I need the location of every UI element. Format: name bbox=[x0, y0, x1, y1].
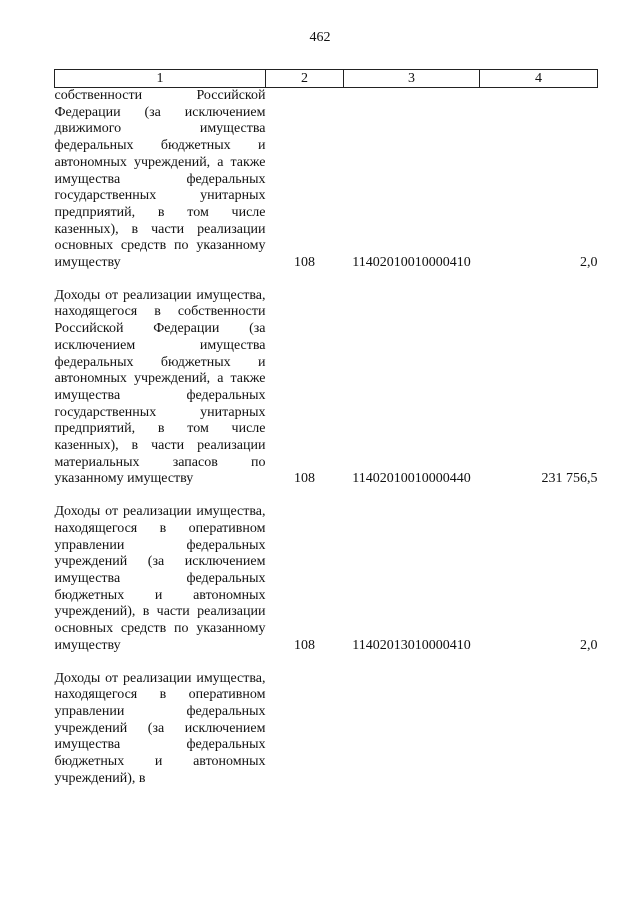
revenue-table bbox=[54, 69, 598, 787]
row-admin-code bbox=[266, 671, 344, 788]
row-kbk-code: 11402010010000410 bbox=[352, 255, 471, 271]
row-kbk-code bbox=[344, 671, 480, 788]
row-spacer bbox=[55, 655, 598, 671]
row-admin-code: 108 bbox=[294, 255, 315, 271]
row-amount bbox=[480, 671, 598, 788]
row-description: собственности Российской Федерации (за исключением движимого имущества федеральных бюджетных и автономных учреждений, а также имущества федеральных государственных унитарных предприятий, в том числе казенных), в части реализации основных средств по указанному имуществу bbox=[54, 88, 266, 271]
column-header-3: 3 bbox=[344, 70, 480, 88]
table-row bbox=[55, 88, 598, 272]
row-admin-code: 108 bbox=[294, 471, 315, 487]
table-row bbox=[55, 288, 598, 488]
row-kbk-code: 11402013010000410 bbox=[352, 637, 471, 653]
table-row bbox=[55, 671, 598, 788]
column-header-4: 4 bbox=[480, 70, 598, 88]
row-amount: 2,0 bbox=[580, 255, 598, 271]
row-amount: 231 756,5 bbox=[541, 471, 598, 487]
column-header-2: 2 bbox=[266, 70, 344, 88]
table-header-row bbox=[55, 70, 598, 88]
row-admin-code: 108 bbox=[294, 637, 315, 653]
row-amount: 2,0 bbox=[580, 637, 598, 653]
column-header-1: 1 bbox=[55, 70, 266, 88]
table-row bbox=[55, 504, 598, 654]
row-kbk-code: 11402010010000440 bbox=[352, 471, 471, 487]
row-description: Доходы от реализации имущества, находящегося в оперативном управлении федеральных учреждений (за исключением имущества федеральных бюджетных и автономных учреждений), в bbox=[54, 670, 266, 786]
page-number: 462 bbox=[309, 30, 331, 45]
row-spacer bbox=[55, 488, 598, 504]
row-spacer bbox=[55, 272, 598, 288]
row-description: Доходы от реализации имущества, находящегося в собственности Российской Федерации (за исключением имущества федеральных бюджетных и автономных учреждений, а также имущества федеральных государственных унитарных предприятий, в том числе казенных), в части реализации материальных запасов по указанному имуществу bbox=[54, 287, 266, 487]
row-description: Доходы от реализации имущества, находящегося в оперативном управлении федеральных учреждений (за исключением имущества федеральных бюджетных и автономных учреждений), в части реализации основных средств по указанному имуществу bbox=[54, 504, 266, 653]
